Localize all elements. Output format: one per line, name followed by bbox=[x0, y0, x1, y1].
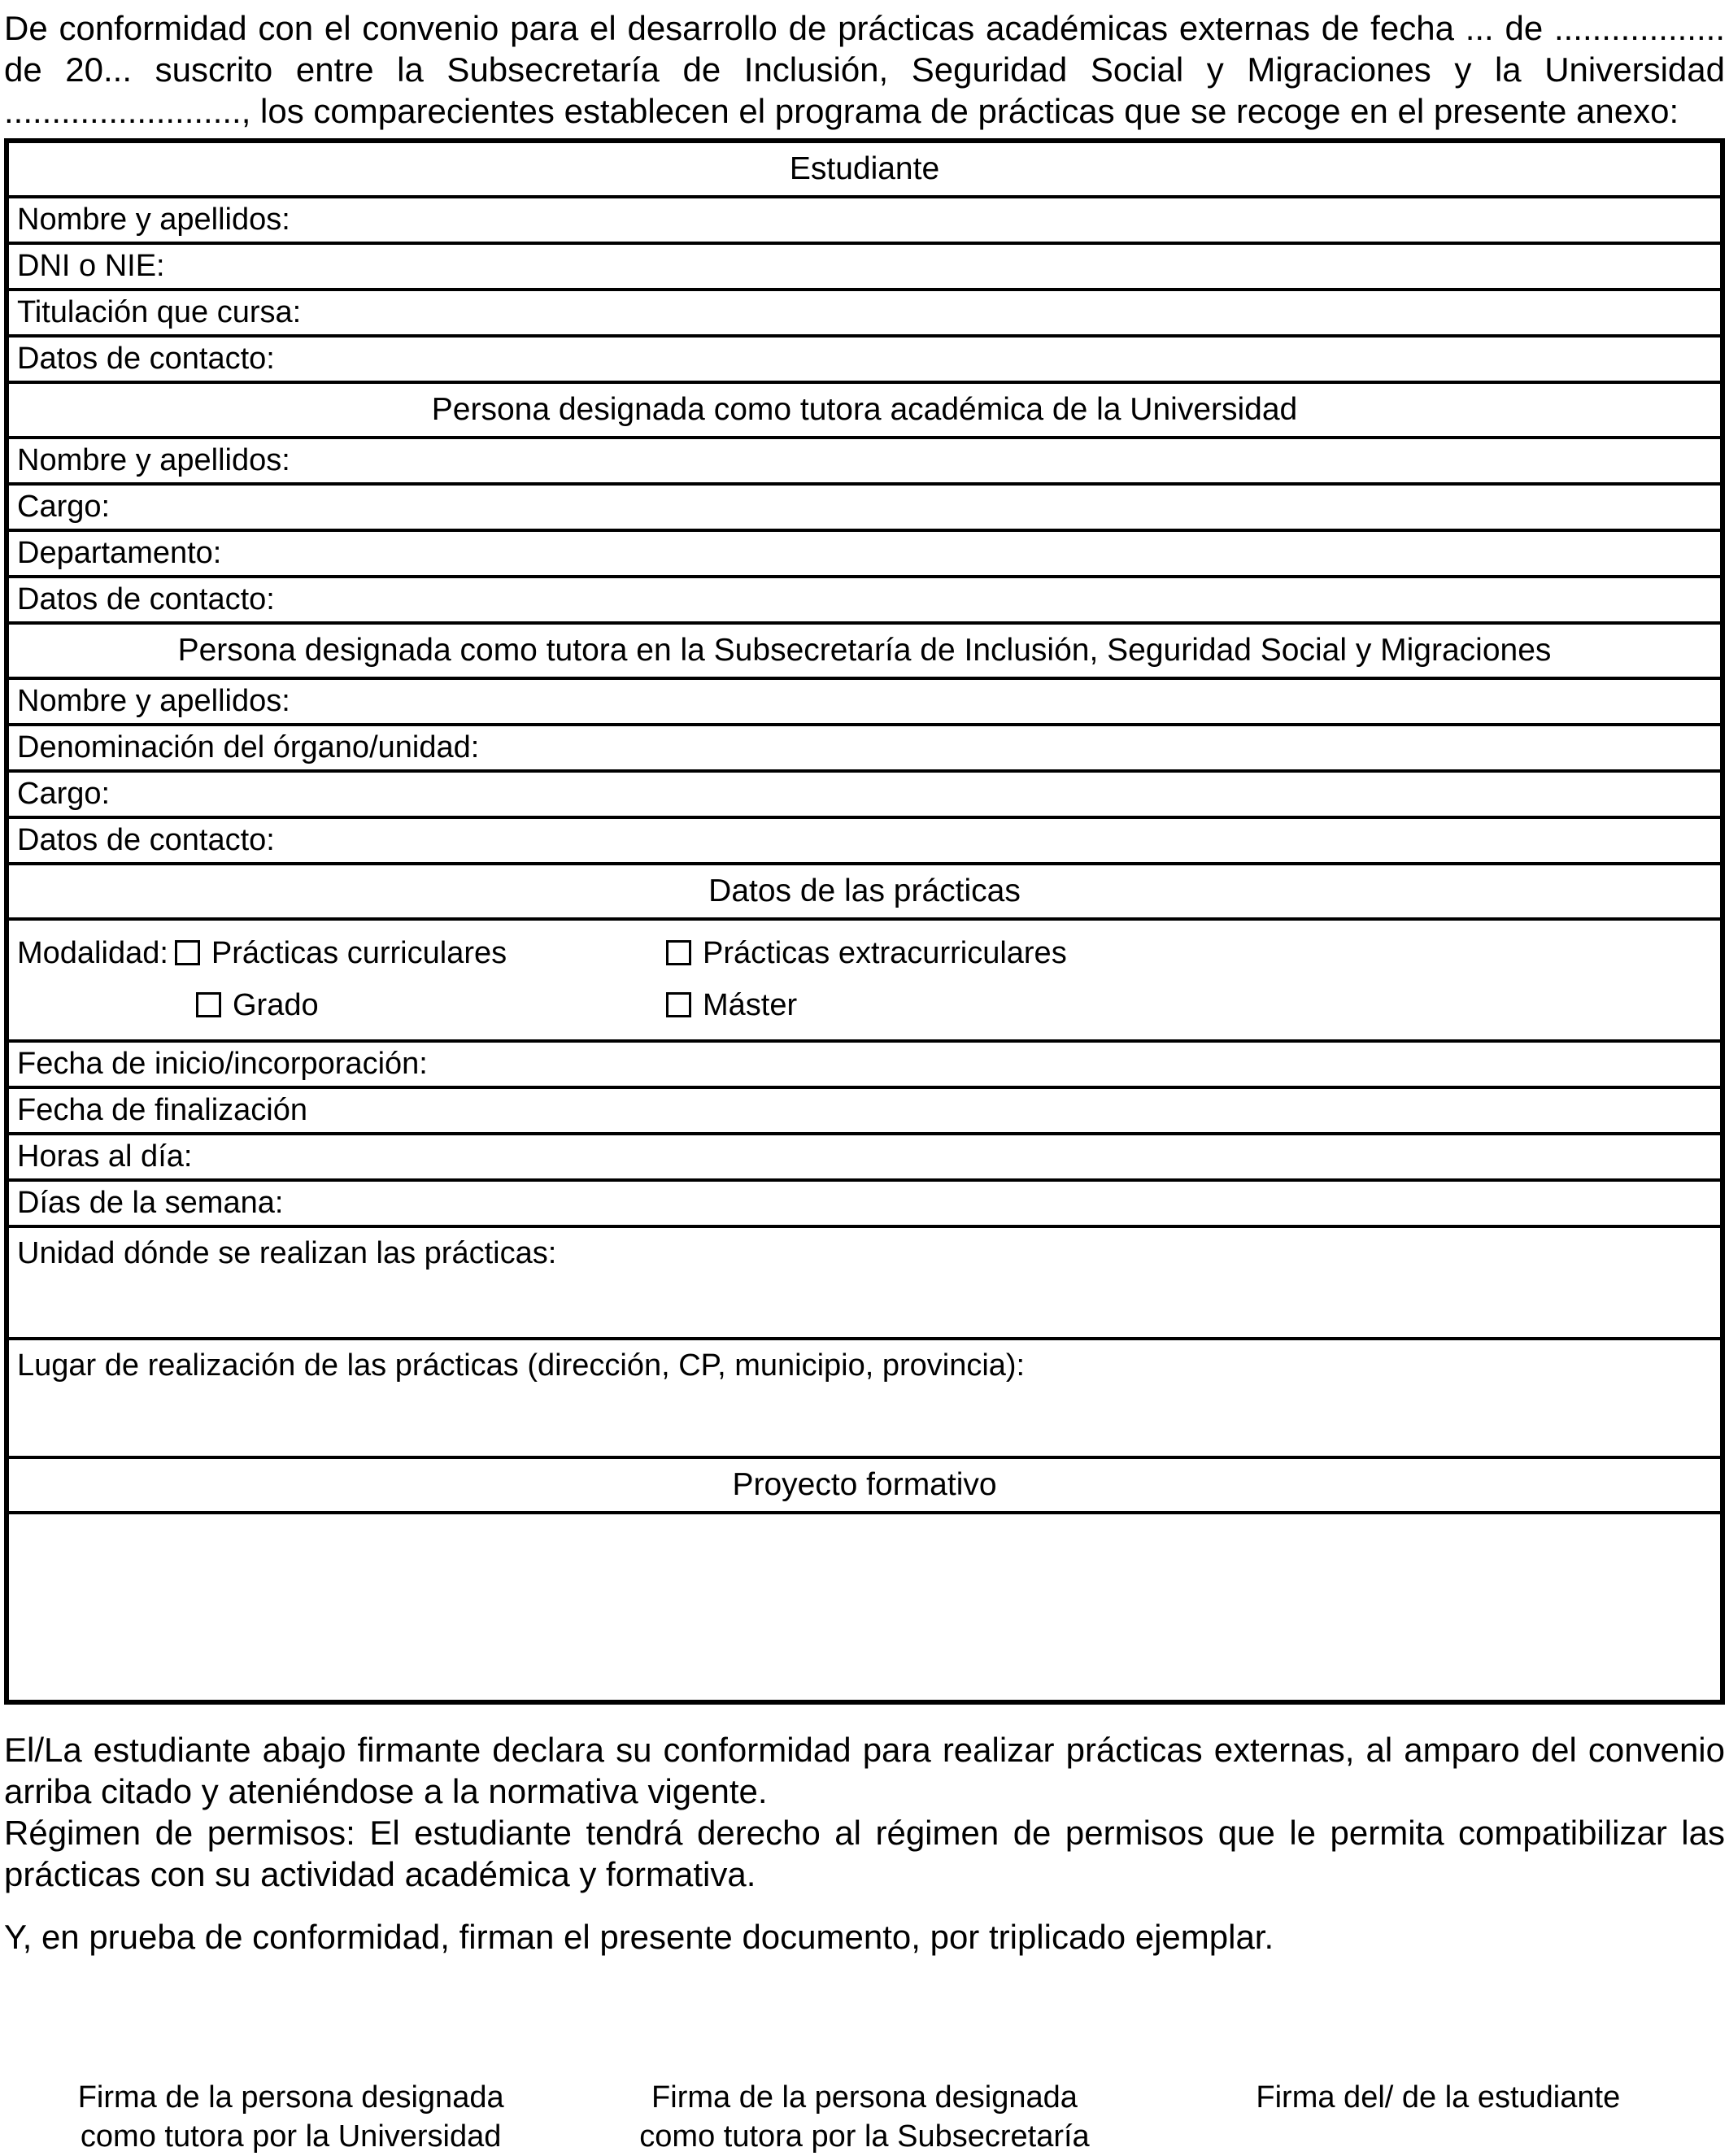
field-fecha-finalizacion: Fecha de finalización bbox=[7, 1087, 1722, 1134]
checkbox-grado-icon[interactable] bbox=[196, 992, 221, 1017]
field-dias-semana: Días de la semana: bbox=[7, 1180, 1722, 1226]
intro-paragraph: De conformidad con el convenio para el desarrollo de prácticas académicas externas de fecha ... de .................. de 20... suscrito entre la Subsecretaría de Inclusión, Seguridad Social y Migraciones y la Universidad ........................., los comparecientes establecen el programa de prácticas que se recoge en el presente anexo: bbox=[4, 9, 1725, 130]
signatures-row bbox=[4, 2078, 1725, 2156]
option-master: Máster bbox=[703, 988, 798, 1022]
field-estudiante-contacto: Datos de contacto: bbox=[7, 336, 1722, 382]
field-tutora-universidad-cargo: Cargo: bbox=[7, 484, 1722, 530]
signature-tutora-universidad bbox=[4, 2078, 577, 2156]
checkbox-practicas-extracurriculares-icon[interactable] bbox=[666, 940, 691, 965]
proyecto-formativo-empty-cell bbox=[7, 1513, 1722, 1702]
section-title-tutora-universidad: Persona designada como tutora académica de la Universidad bbox=[7, 382, 1722, 438]
field-estudiante-dni: DNI o NIE: bbox=[7, 243, 1722, 290]
signature-caption-line: Firma del/ de la estudiante bbox=[1256, 2080, 1621, 2115]
signature-estudiante bbox=[1152, 2078, 1725, 2156]
closing-paragraph-1: El/La estudiante abajo firmante declara su conformidad para realizar prácticas externas, al amparo del convenio arriba citado y ateniéndose a la normativa vigente. bbox=[4, 1731, 1725, 1810]
practicas-form-table bbox=[4, 138, 1725, 1705]
signature-caption-line bbox=[1152, 2117, 1725, 2156]
modalidad-cell bbox=[7, 919, 1722, 1041]
field-estudiante-titulacion: Titulación que cursa: bbox=[7, 290, 1722, 336]
option-practicas-extracurriculares: Prácticas extracurriculares bbox=[703, 936, 1067, 970]
field-tutora-subsecretaria-cargo: Cargo: bbox=[7, 771, 1722, 817]
field-tutora-subsecretaria-organo: Denominación del órgano/unidad: bbox=[7, 725, 1722, 771]
section-title-datos-practicas: Datos de las prácticas bbox=[7, 864, 1722, 919]
section-title-proyecto-formativo: Proyecto formativo bbox=[7, 1457, 1722, 1513]
field-lugar-practicas: Lugar de realización de las prácticas (dirección, CP, municipio, provincia): bbox=[7, 1339, 1722, 1457]
option-practicas-curriculares: Prácticas curriculares bbox=[211, 936, 507, 970]
modalidad-label: Modalidad: bbox=[17, 936, 168, 970]
signature-caption-line: como tutora por la Universidad bbox=[80, 2119, 502, 2154]
section-title-estudiante: Estudiante bbox=[7, 141, 1722, 197]
signature-caption-line: como tutora por la Subsecretaría bbox=[639, 2119, 1090, 2154]
field-tutora-universidad-nombre: Nombre y apellidos: bbox=[7, 438, 1722, 484]
field-estudiante-nombre: Nombre y apellidos: bbox=[7, 197, 1722, 243]
signature-tutora-subsecretaria bbox=[577, 2078, 1151, 2156]
field-tutora-universidad-departamento: Departamento: bbox=[7, 530, 1722, 577]
signature-caption-line: Firma de la persona designada bbox=[77, 2080, 504, 2115]
closing-paragraph-2: Régimen de permisos: El estudiante tendrá derecho al régimen de permisos que le permita compatibilizar las prácticas con su actividad académica y formativa. bbox=[4, 1814, 1725, 1893]
field-horas-dia: Horas al día: bbox=[7, 1134, 1722, 1180]
modalidad-line-1 bbox=[17, 934, 1712, 973]
modalidad-line-2 bbox=[17, 986, 1712, 1025]
closing-paragraph-3: Y, en prueba de conformidad, firman el presente documento, por triplicado ejemplar. bbox=[4, 1918, 1274, 1956]
section-title-tutora-subsecretaria: Persona designada como tutora en la Subsecretaría de Inclusión, Seguridad Social y Migraciones bbox=[7, 623, 1722, 678]
field-tutora-universidad-contacto: Datos de contacto: bbox=[7, 577, 1722, 623]
field-unidad-practicas: Unidad dónde se realizan las prácticas: bbox=[7, 1226, 1722, 1339]
signature-caption-line: Firma de la persona designada bbox=[651, 2080, 1078, 2115]
option-grado: Grado bbox=[233, 988, 319, 1022]
checkbox-practicas-curriculares-icon[interactable] bbox=[175, 940, 200, 965]
field-tutora-subsecretaria-contacto: Datos de contacto: bbox=[7, 817, 1722, 864]
field-tutora-subsecretaria-nombre: Nombre y apellidos: bbox=[7, 678, 1722, 725]
field-fecha-inicio: Fecha de inicio/incorporación: bbox=[7, 1041, 1722, 1087]
checkbox-master-icon[interactable] bbox=[666, 992, 691, 1017]
